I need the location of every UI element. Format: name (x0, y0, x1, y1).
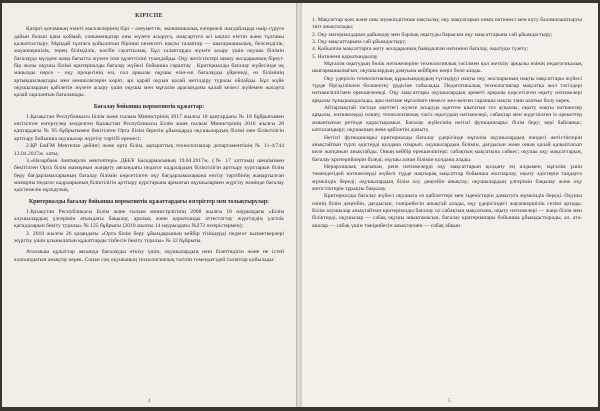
goal-item-5: 5. Нәтижені қорытындылау. (312, 53, 379, 60)
section-heading-changes: Критериалды бағалау бойынша нормативтік құжаттардағы өзгерістер мен толықтырулар: (29, 198, 269, 205)
page-title: КІРІСПЕ (135, 13, 163, 19)
paragraph-1: Мұғалім оқытудың бөлік нәтижелеріне технологиялық тәсілмен қол жеткізу арқылы өзінің педагогикалық шығармашылығын, оқушылардың дамуына кейбірек көңіл бөле алады. (312, 61, 582, 75)
change-item-1: 1.Қазақстан Республикасы Білім және ғылым министрлігінің 2008 жылғы 18 наурыздағы «Білім алушылардың үлгерімін ағымдағы бақылау, аралық және қорытынды аттестаттау жүргізудің үлгілік қағидаларын бекіту туралы» № 125 бұйрығы (2018 жылғы 14 наурыздағы №272 өзгерістермен); (14, 208, 284, 230)
norm-item-1: 1.Қазақстан Республикасы Білім және ғылым Министрінің 2017 жылғы 18 қаңтардағы № 18 бұйрығымен енгізілген өзгертулер көзделген Қазақстан Республикасы Білім және ғылым Министрінің 2016 жылғы 28 қаңтардағы № 95 бұйрығымен бекітілген Орта білім беретін ұйымдарда оқушылардың білімі мен біліктілігін арттыру бойынша оқушылар жүргізу тәртібі ережесі; (14, 113, 284, 142)
right-page (302, 3, 598, 407)
left-page-content (14, 13, 284, 393)
change-item-2: 2. 2018 жылғы 26 қазандағы «Орта білім беру ұйымдарының кейбір тізімдерді педагог кызметкерлері жүргізу үшін ұсынылатын құжаттарды тізбесін бекіту туралы» № 32 бұйрығы. (14, 230, 284, 244)
paragraph-2: Оқу үдерісін технологиялық құрылымдаудың түсіндіруі нақты оқу жоспарының нақты мақсаттары жүйесі түрде бірізділікпен бөлшектеу үрдісіне табылады. Педагогикалық технологиялар мақсатқа жол тәсілдері нәтижелілігімен ерекшеленеді. Оқу мақсаттары оқушылардың әрекеті арқылы көрсетілген оқыту нәтижелері арқылы тұжырымдалады, ары нәтиже мұғалімге немесе жеэ-келген сарапшы нақты тани алатын болу керек. (312, 75, 582, 104)
closing-paragraph: Аталмыш құжаттар аясында бағалауды өткізу үшін, оқушылардың нені білетіндігін және не істей алатындығын анықтау керек. Сонан соң оқушының технологиялық тасілін төмендегідей талаптар қойылады: (14, 249, 284, 263)
right-page-content (312, 17, 582, 393)
goal-item-2: 2. Оқу материалдарын дайындау мен барлық оқытуды барысын оқу мақсаттарына сай ұйымдастыру; (312, 31, 553, 38)
paragraph-3: Айтарлықтай тәсілде әдеттегі жүзеге асыруда әдеттен шығатын тез ауқымы, оқыту нақты нәтижелер арқылы, нәтижелерді өлшеу, технологиялық тәсіл оқытудың нәтижелері, сабақтар мен жүргізілген іс-әрекеттер жиынтығын ретінде қарастырамыз. Бағалау жүйесінің негізгі функциялары: білім беру; кері байланыс; ынталандыру; оқушының жеке қабілетін дамыту. (312, 105, 582, 134)
section-heading-norms: Бағалау бойынша нормативтік құжаттар: (93, 103, 205, 110)
paragraph-5: Нерархиялық жағынан, репе нәтижелерді оқу мақсаттарын қолдану ең алдымен, мұғалім үшін төмендегідей нәтижелерді жүйелі түрде нақтырақ мақсаттар бойынша жоспарлау, оқыту әдістерін таңдауға мүмкіндік береді; оқушылардың білім алу деңгейін анықтау; оқушылардың үлгерімін бақылау және оқу жетістіктерін тұрақты бақылау. (312, 163, 582, 192)
goal-item-3: 3. Оқу мақсаттарына сай ұйымдастыру; (312, 39, 407, 46)
goal-item-1: 1. Мақсаттар қою және оны мүмкіндігінше нақтылау, оқу мақсатарын оның нәтижесі мен күту баламалаштыруы тиіт анықталады; (312, 17, 582, 31)
document-spread (2, 3, 598, 407)
norm-item-2: 2.ҚР БжҒМ Мектепке дейінгі және орта білім, ақпараттық технологиялар департаментінің № 11-4/744 13.04.2017ж. хаты; (14, 143, 284, 157)
page-number-left: 4 (148, 399, 151, 404)
left-page (2, 3, 296, 407)
page-number-right: 5 (448, 399, 451, 404)
paragraph-4: Негізгі функциялары критериалды бағалау үдерісінде мұғалім оқушылардың пәндегі жетістіктерін анықтайтын түрлі әдістерді қолдана отырып, оқушылардың білімін, дағдысын және оның қалай қалыптасып келе жатқанын анықтайды. Оның кейбір ерекшеліктері: сабақтың мақсатына сәйкес; оқушы оқу мақсаттарын, бағалау критерийлерін біледі; оқушы алған білімін қолдана алады. (312, 134, 582, 163)
intro-paragraph: Қазіргі қоғамның өзекті мәселелерінің бірі – әлеуметтік, экономикалық өзгермелі жағдайларда өмір сүруге дайын болып қана қоймай, соныменқатар оны жүзеге асыруға, жақсартуға әсі ықпал ететін және тұлғаны қалыптастыру. Мұндай тұлғаға қойылатын бірінші кезектегі нақты талаптар — шығармашылық, белсенділік, жауапкершілік, терең білімділік, кәсіби сауаттылық. Бұл талаптарды жүзеге асыру үшін оқушы білімін бағалауда мүлдем жаңа бағытта жүзеге іске құзеттіліні туындайды. Оқу жетістіктері шешу жолдарының біреуі-бір жолы оқушы білімі критериалды бағалау жүйесі бойынша сараптау . Критериалды бағалау жүйесінде оқ маңызды нәрсе – оқу процесінің өзі, сол арқылы оқушы өзін-өзі бағалауды үйренеді, өз білімінің артықшылықтары мен кемшіліктерін көріп, әрі қарай оқуын қалай жетілдіру туралы ойлайды. Бұл жүйе оқушылардың қабілетін жүзеге асыру үшін оқушы мен мұғалім арасындағы қалай келесі жүйемен жасауға қалай оқиланғын бағаланады. (14, 26, 284, 99)
goal-item-4: 4. Қойылған мақсаттарға жету жолдарының баяндалған нәтижені бағалау, оқытуды түзету; (312, 46, 529, 53)
norm-item-3: 3.«Назарбаев Зияткерлік мектептері» ДББҰ Басқармасының 19.04.2017ж. (№ 17 хаттама) шешімімен бекітілген Орта білім мазмұнын жаңарту аясындағы педагог кадрлардың біліктілігін арттыру курстарын білім беру бағдарламаларының бағалау білімін көрсетілген оқу бағдарламаларына енгізу тәртібінің жаңартылған мазмұны педагог кадрларының біліктілігін арттыру курстарына арналған оқушылармен жүргізу жөнінде бағалау әдістемелік нұсқаулық. (14, 157, 284, 194)
paragraph-6: Критериалды бағалау жүйесі оқушыға өз қабілеттері мен ізденістерін дамытуға мүмкіндік береді. Оқушы өзінің білім деңгейін, дағдысын, тәжірибесін анықтай алады, оқу үдерісіндегі жауапкершілік сезімі артады. Білім алушылар анықтайтын критериалды бағалау ол сабақтың мақсатына, оқыту нәтижелері — жаңа білім мен біліктерді, оқушылар — сабақ оқушы анықтамасын, бағалау критериялары бойынша ұйымдастырады, ал, ата-аналар — сабақ үшін тәжірибесін анықтаумен — сабақ айқын. (312, 193, 582, 229)
